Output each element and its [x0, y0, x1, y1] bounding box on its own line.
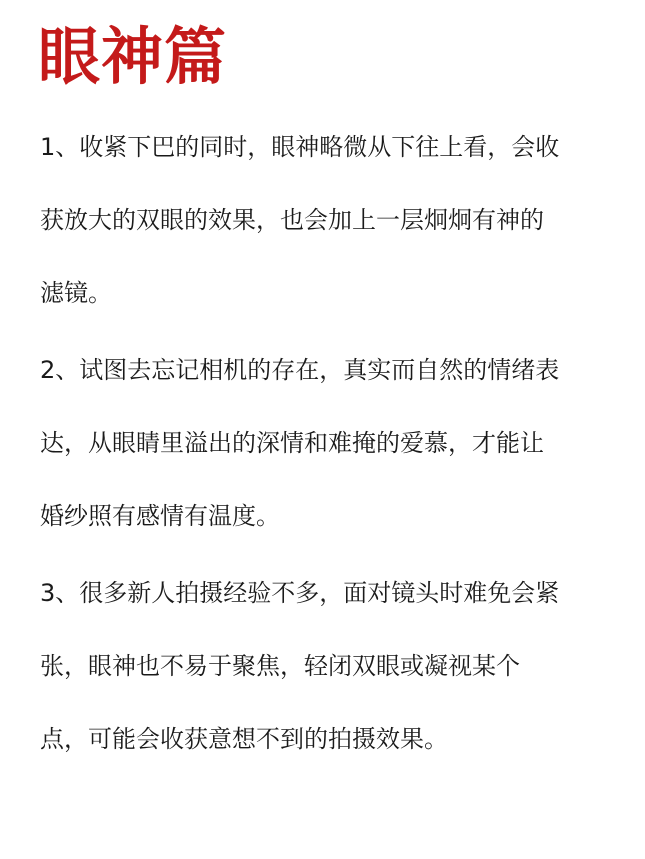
- paragraph-line: 点，可能会收获意想不到的拍摄效果。: [40, 725, 448, 753]
- paragraph-line: 达，从眼睛里溢出的深情和难掩的爱慕，才能让: [40, 429, 544, 457]
- paragraph-line: 张，眼神也不易于聚焦，轻闭双眼或凝视某个: [40, 652, 520, 680]
- paragraph-line: 获放大的双眼的效果，也会加上一层炯炯有神的: [40, 206, 544, 234]
- paragraph-3: [40, 557, 610, 776]
- paragraph-line: 3、很多新人拍摄经验不多，面对镜头时难免会紧: [40, 579, 560, 607]
- paragraph-1: [40, 111, 610, 330]
- paragraph-line: 滤镜。: [40, 279, 112, 307]
- paragraph-2: [40, 334, 610, 553]
- paragraph-line: 2、试图去忘记相机的存在，真实而自然的情绪表: [40, 356, 560, 384]
- paragraph-line: 1、收紧下巴的同时，眼神略微从下往上看，会收: [40, 133, 560, 161]
- paragraph-line: 婚纱照有感情有温度。: [40, 502, 280, 530]
- page-title: 眼神篇: [38, 20, 228, 93]
